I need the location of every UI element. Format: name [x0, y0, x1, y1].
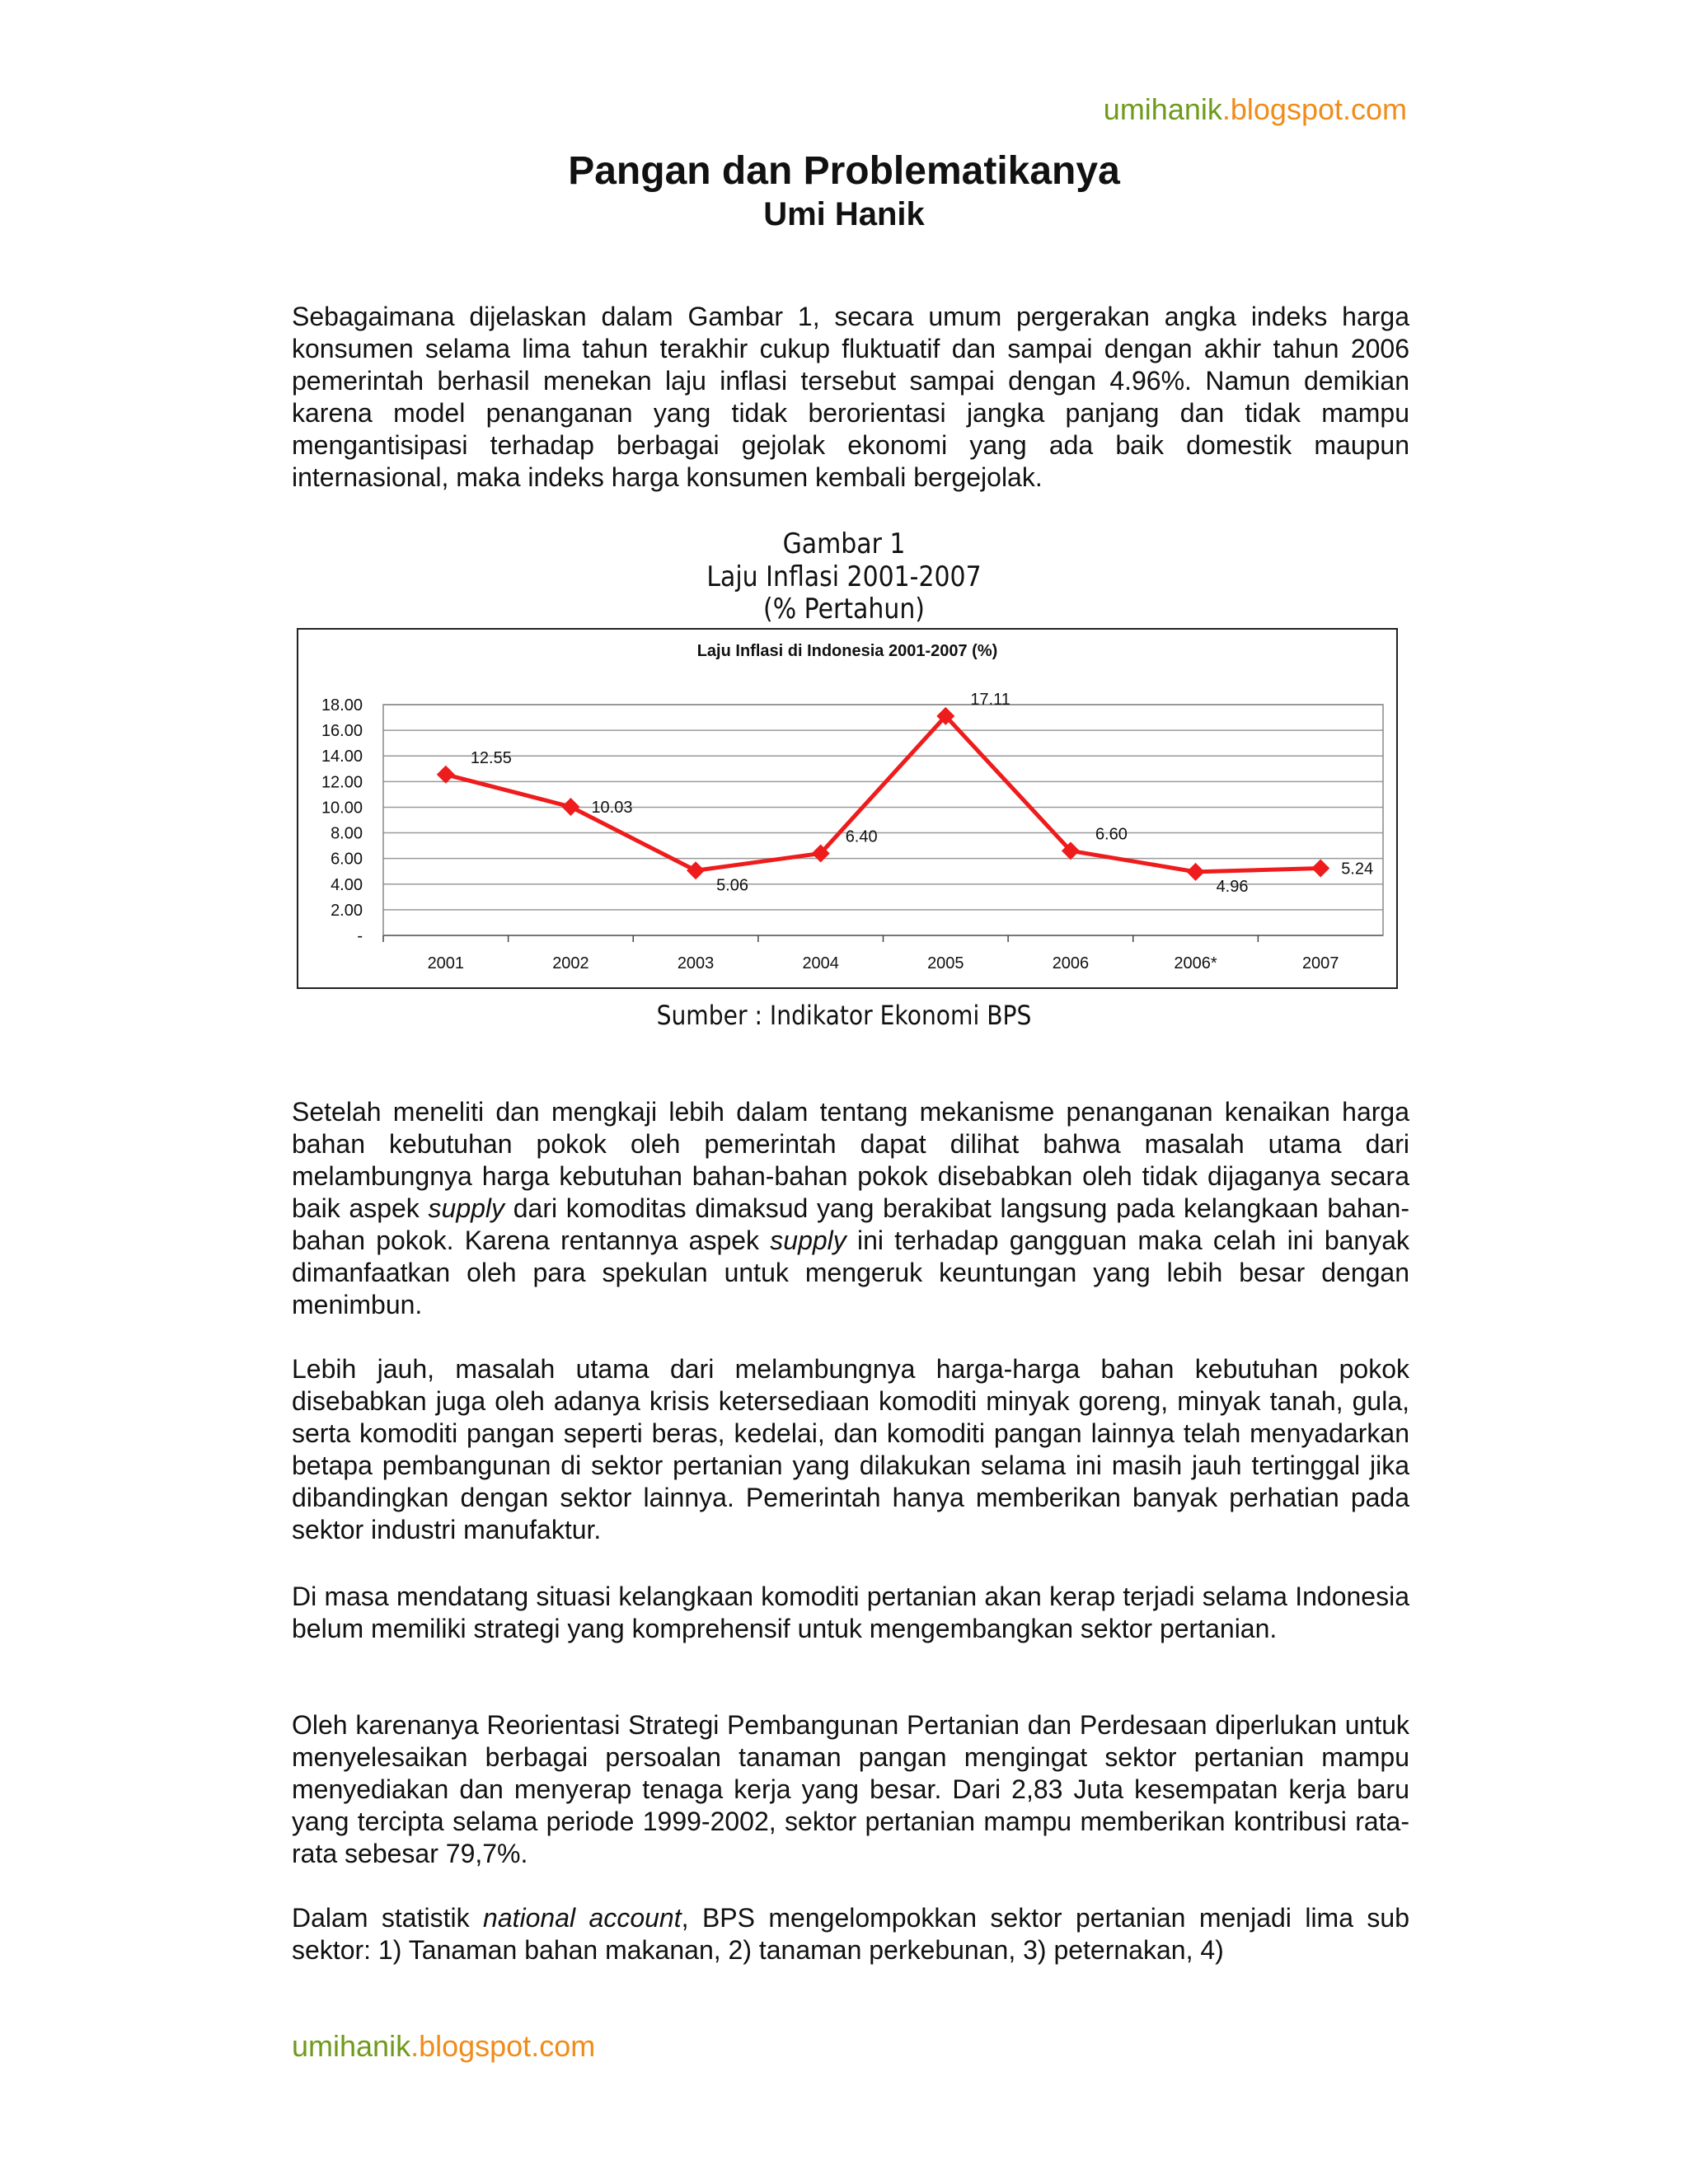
chart-svg: [297, 628, 1398, 989]
inflation-chart: [297, 628, 1398, 989]
x-tick-label: 2007: [1301, 954, 1339, 972]
data-label: 6.40: [845, 827, 878, 846]
y-tick-label: 14.00: [321, 748, 363, 766]
x-tick-label: 2004: [802, 954, 839, 972]
paragraph-2-part-2: dari komoditas dimaksud yang berakibat langsung pada kelangkaan bahan-bahan pokok. Karena rentannya aspek: [292, 1193, 1410, 1255]
chart-title: Laju Inflasi di Indonesia 2001-2007 (%): [696, 642, 998, 660]
data-label: 12.55: [470, 748, 512, 767]
y-tick-label: 4.00: [331, 875, 363, 894]
paragraph-2-part-1: Setelah meneliti dan mengkaji lebih dalam tentang mekanisme penanganan kenaikan harga bahan kebutuhan pokok oleh pemerintah dapat dilihat bahwa masalah utama dari melambungnya harga kebutuhan bahan-bahan pokok disebabkan oleh tidak dijaganya secara baik aspek: [292, 1097, 1409, 1223]
blog-link-top[interactable]: [1104, 92, 1407, 127]
blog-link-bottom[interactable]: [292, 2029, 595, 2064]
paragraph-2-emphasis-1: supply: [428, 1193, 505, 1223]
blog-name: umihanik: [1103, 92, 1222, 126]
paragraph-6-emphasis: national account: [483, 1903, 682, 1933]
page-title: Pangan dan Problematikanya: [568, 149, 1120, 193]
x-tick-label: 2006: [1052, 954, 1090, 972]
data-label: 10.03: [591, 798, 633, 817]
x-tick-label: 2006*: [1174, 954, 1217, 972]
y-tick-label: 12.00: [321, 773, 363, 792]
data-label: 4.96: [1216, 877, 1249, 896]
paragraph-2-emphasis-2: supply: [770, 1226, 846, 1255]
paragraph-5: Oleh karenanya Reorientasi Strategi Pembangunan Pertanian dan Perdesaan diperlukan untuk menyelesaikan berbagai persoalan tanaman pangan mengingat sektor pertanian mampu menyediakan dan menyerap tenaga kerja yang besar. Dari 2,83 Juta kesempatan kerja baru yang tercipta selama periode 1999-2002, sektor pertanian mampu memberikan kontribusi rata-rata sebesar 79,7%.: [292, 1710, 1409, 1868]
data-label: 5.24: [1341, 860, 1374, 879]
paragraph-3: Lebih jauh, masalah utama dari melambungnya harga-harga bahan kebutuhan pokok disebabkan juga oleh adanya krisis ketersediaan komoditi minyak goreng, minyak tanah, gula, serta komoditi pangan seperti beras, kedelai, dan komoditi pangan lainnya telah menyadarkan betapa pembangunan di sektor pertanian yang dilakukan selama ini masih jauh tertinggal jika dibandingkan dengan sektor lainnya. Pemerintah hanya memberikan banyak perhatian pada sektor industri manufaktur.: [292, 1354, 1409, 1544]
figure-caption-unit: (% Pertahun): [763, 593, 925, 626]
paragraph-4: Di masa mendatang situasi kelangkaan komoditi pertanian akan kerap terjadi selama Indonesia belum memiliki strategi yang komprehensif untuk mengembangkan sektor pertanian.: [292, 1582, 1409, 1643]
y-tick-label: 18.00: [321, 696, 363, 715]
x-tick-label: 2003: [677, 954, 715, 972]
blog-domain-footer: .blogspot.com: [410, 2029, 596, 2063]
figure-caption-title: Laju Inflasi 2001-2007: [706, 560, 982, 593]
author-name: Umi Hanik: [763, 196, 925, 232]
paragraph-1: Sebagaimana dijelaskan dalam Gambar 1, secara umum pergerakan angka indeks harga konsumen selama lima tahun terakhir cukup fluktuatif dan sampai dengan akhir tahun 2006 pemerintah berhasil menekan laju inflasi tersebut sampai dengan 4.96%. Namun demikian karena model penanganan yang tidak berorientasi jangka panjang dan tidak mampu mengantisipasi terhadap berbagai gejolak ekonomi yang ada baik domestik maupun internasional, maka indeks harga konsumen kembali bergejolak.: [292, 302, 1409, 492]
blog-domain: .blogspot.com: [1221, 92, 1407, 126]
data-label: 5.06: [716, 876, 748, 895]
y-tick-label: 2.00: [331, 901, 363, 920]
figure-caption-number: Gambar 1: [782, 527, 906, 560]
x-tick-label: 2001: [427, 954, 465, 972]
chart-border: [298, 629, 1397, 988]
paragraph-6: [292, 1902, 1409, 1966]
data-label: 17.11: [970, 690, 1010, 709]
figure-source: Sumber : Indikator Ekonomi BPS: [656, 1000, 1032, 1031]
paragraph-6-part-2: , BPS mengelompokkan sektor pertanian menjadi lima sub sektor: 1) Tanaman bahan makanan, 2) tanaman perkebunan, 3) peternakan, 4): [292, 1903, 1410, 1965]
paragraph-2-part-3: ini terhadap gangguan maka celah ini banyak dimanfaatkan oleh para spekulan untuk mengeruk keuntungan yang lebih besar dengan menimbun.: [292, 1226, 1410, 1319]
y-tick-label: -: [357, 927, 363, 945]
y-tick-label: 6.00: [331, 850, 363, 869]
y-tick-label: 16.00: [321, 722, 363, 741]
data-label: 6.60: [1095, 825, 1128, 844]
blog-name-footer: umihanik: [292, 2029, 411, 2063]
y-tick-label: 8.00: [331, 824, 363, 843]
y-tick-label: 10.00: [321, 799, 363, 818]
paragraph-2: [292, 1096, 1409, 1321]
paragraph-6-part-1: Dalam statistik: [292, 1903, 484, 1933]
x-tick-label: 2002: [552, 954, 589, 972]
x-tick-label: 2005: [927, 954, 964, 972]
